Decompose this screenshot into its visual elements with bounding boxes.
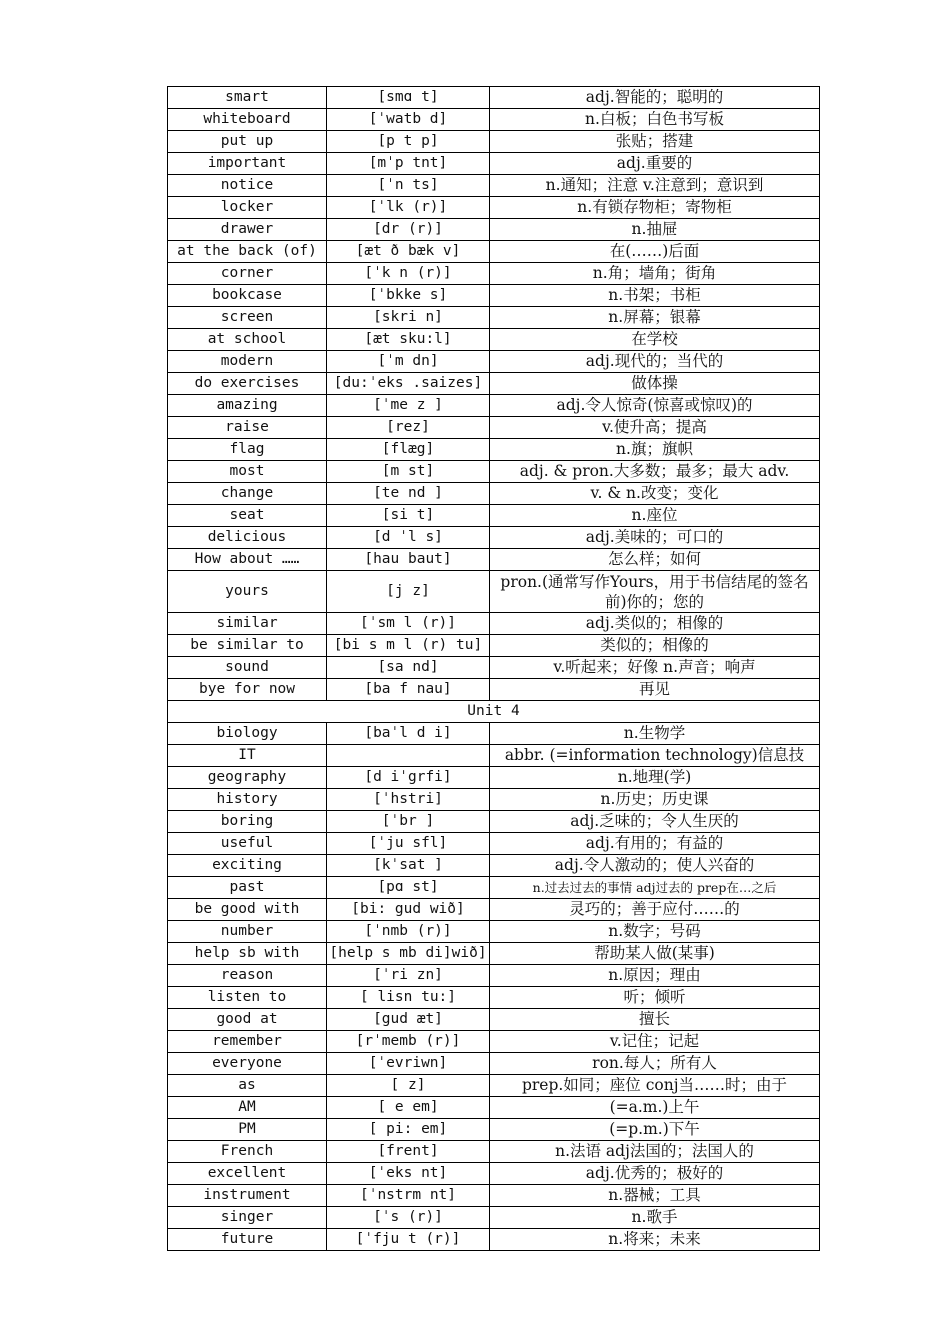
meaning-cell: prep.如同；座位 conj当……时；由于 <box>490 1075 820 1097</box>
phonetic-cell: [ˈevriwn] <box>327 1053 490 1075</box>
phonetic-cell: [j z] <box>327 571 490 613</box>
vocab-row <box>168 153 820 175</box>
meaning-cell: n.抽屉 <box>490 219 820 241</box>
word-cell: put up <box>168 131 327 153</box>
meaning-cell: pron.(通常写作Yours，用于书信结尾的签名前)你的；您的 <box>490 571 820 613</box>
meaning-cell: n.座位 <box>490 505 820 527</box>
phonetic-cell: [sa nd] <box>327 657 490 679</box>
vocab-row <box>168 679 820 701</box>
vocab-row <box>168 855 820 877</box>
unit-header: Unit 4 <box>168 701 820 723</box>
word-cell: geography <box>168 767 327 789</box>
meaning-cell: adj.乏味的；令人生厌的 <box>490 811 820 833</box>
vocab-row <box>168 109 820 131</box>
word-cell: How about …… <box>168 549 327 571</box>
phonetic-cell: [rez] <box>327 417 490 439</box>
word-cell: modern <box>168 351 327 373</box>
word-cell: delicious <box>168 527 327 549</box>
meaning-cell: n.白板；白色书写板 <box>490 109 820 131</box>
vocab-row <box>168 197 820 219</box>
vocab-row <box>168 899 820 921</box>
phonetic-cell: [help s mb di]wið] <box>327 943 490 965</box>
phonetic-cell: [si t] <box>327 505 490 527</box>
vocab-row <box>168 461 820 483</box>
phonetic-cell: [ˈri zn] <box>327 965 490 987</box>
vocab-row <box>168 1141 820 1163</box>
vocab-row <box>168 505 820 527</box>
word-cell: bye for now <box>168 679 327 701</box>
vocab-row <box>168 921 820 943</box>
word-cell: PM <box>168 1119 327 1141</box>
vocab-rows-unit4 <box>168 723 820 1251</box>
vocab-row <box>168 549 820 571</box>
phonetic-cell: [ˈnmb (r)] <box>327 921 490 943</box>
meaning-cell: 灵巧的；善于应付……的 <box>490 899 820 921</box>
word-cell: number <box>168 921 327 943</box>
meaning-cell: n.歌手 <box>490 1207 820 1229</box>
vocab-row <box>168 87 820 109</box>
meaning-cell: abbr. (=information technology)信息技 <box>490 745 820 767</box>
word-cell: screen <box>168 307 327 329</box>
word-cell: drawer <box>168 219 327 241</box>
vocab-row <box>168 175 820 197</box>
word-cell: whiteboard <box>168 109 327 131</box>
phonetic-cell: [ˈsm l (r)] <box>327 613 490 635</box>
vocab-row <box>168 1163 820 1185</box>
meaning-cell: (=p.m.)下午 <box>490 1119 820 1141</box>
vocab-row <box>168 285 820 307</box>
meaning-cell: 帮助某人做(某事) <box>490 943 820 965</box>
phonetic-cell: [ˈbkke s] <box>327 285 490 307</box>
vocab-row <box>168 1053 820 1075</box>
meaning-cell: 在学校 <box>490 329 820 351</box>
vocab-rows-unit3 <box>168 87 820 701</box>
phonetic-cell: [ba f nau] <box>327 679 490 701</box>
word-cell: amazing <box>168 395 327 417</box>
vocab-row <box>168 635 820 657</box>
unit-header-row <box>168 701 820 723</box>
word-cell: listen to <box>168 987 327 1009</box>
word-cell: raise <box>168 417 327 439</box>
phonetic-cell: [du:ˈeks .saizes] <box>327 373 490 395</box>
word-cell: remember <box>168 1031 327 1053</box>
phonetic-cell: [ˈlk (r)] <box>327 197 490 219</box>
meaning-cell: 张贴；搭建 <box>490 131 820 153</box>
phonetic-cell: [ˈnstrm nt] <box>327 1185 490 1207</box>
meaning-cell: v.使升高；提高 <box>490 417 820 439</box>
meaning-cell: 类似的；相像的 <box>490 635 820 657</box>
word-cell: flag <box>168 439 327 461</box>
vocab-row <box>168 657 820 679</box>
vocab-row <box>168 723 820 745</box>
vocab-row <box>168 1075 820 1097</box>
word-cell: be similar to <box>168 635 327 657</box>
word-cell: do exercises <box>168 373 327 395</box>
phonetic-cell: [æt ð bæk v] <box>327 241 490 263</box>
word-cell: instrument <box>168 1185 327 1207</box>
phonetic-cell: [d ˈl s] <box>327 527 490 549</box>
phonetic-cell: [te nd ] <box>327 483 490 505</box>
meaning-cell: n.法语 adj法国的；法国人的 <box>490 1141 820 1163</box>
vocab-row <box>168 483 820 505</box>
phonetic-cell: [ˈbr ] <box>327 811 490 833</box>
word-cell: reason <box>168 965 327 987</box>
word-cell: sound <box>168 657 327 679</box>
vocab-row <box>168 1207 820 1229</box>
meaning-cell: 听；倾听 <box>490 987 820 1009</box>
vocab-row <box>168 395 820 417</box>
word-cell: be good with <box>168 899 327 921</box>
meaning-cell: adj.重要的 <box>490 153 820 175</box>
vocab-row <box>168 1119 820 1141</box>
meaning-cell: n.数字；号码 <box>490 921 820 943</box>
vocab-row <box>168 417 820 439</box>
word-cell: yours <box>168 571 327 613</box>
phonetic-cell: [ˈn ts] <box>327 175 490 197</box>
vocab-row <box>168 351 820 373</box>
vocab-row <box>168 571 820 613</box>
vocab-row <box>168 263 820 285</box>
word-cell: exciting <box>168 855 327 877</box>
meaning-cell: (=a.m.)上午 <box>490 1097 820 1119</box>
word-cell: IT <box>168 745 327 767</box>
vocab-row <box>168 373 820 395</box>
phonetic-cell: [mˈp tnt] <box>327 153 490 175</box>
word-cell: everyone <box>168 1053 327 1075</box>
vocabulary-table <box>167 86 820 1251</box>
vocab-row <box>168 877 820 899</box>
vocab-row <box>168 811 820 833</box>
meaning-cell: 在(……)后面 <box>490 241 820 263</box>
meaning-cell: n.原因；理由 <box>490 965 820 987</box>
phonetic-cell: [ˈju sfl] <box>327 833 490 855</box>
vocab-row <box>168 527 820 549</box>
phonetic-cell: [ˈfju t (r)] <box>327 1229 490 1251</box>
meaning-cell: 做体操 <box>490 373 820 395</box>
vocab-row <box>168 745 820 767</box>
vocab-row <box>168 965 820 987</box>
phonetic-cell: [smɑ t] <box>327 87 490 109</box>
phonetic-cell: [bi s m l (r) tu] <box>327 635 490 657</box>
phonetic-cell: [ˈk n (r)] <box>327 263 490 285</box>
meaning-cell: n.将来；未来 <box>490 1229 820 1251</box>
phonetic-cell: [pɑ st] <box>327 877 490 899</box>
unit-header-section <box>168 701 820 723</box>
meaning-cell: v.记住；记起 <box>490 1031 820 1053</box>
vocab-row <box>168 439 820 461</box>
phonetic-cell: [ˈeks nt] <box>327 1163 490 1185</box>
vocab-row <box>168 1009 820 1031</box>
word-cell: bookcase <box>168 285 327 307</box>
word-cell: change <box>168 483 327 505</box>
meaning-cell: n.生物学 <box>490 723 820 745</box>
meaning-cell: adj. & pron.大多数；最多；最大 adv. <box>490 461 820 483</box>
word-cell: good at <box>168 1009 327 1031</box>
meaning-cell: adj.类似的；相像的 <box>490 613 820 635</box>
meaning-cell: adj.令人惊奇(惊喜或惊叹)的 <box>490 395 820 417</box>
phonetic-cell: [dr (r)] <box>327 219 490 241</box>
meaning-cell: n.旗；旗帜 <box>490 439 820 461</box>
word-cell: similar <box>168 613 327 635</box>
word-cell: smart <box>168 87 327 109</box>
meaning-cell: adj.智能的；聪明的 <box>490 87 820 109</box>
phonetic-cell: [bi: gud wið] <box>327 899 490 921</box>
meaning-cell: adj.有用的；有益的 <box>490 833 820 855</box>
meaning-cell: n.通知；注意 v.注意到；意识到 <box>490 175 820 197</box>
word-cell: French <box>168 1141 327 1163</box>
phonetic-cell: [ pi: em] <box>327 1119 490 1141</box>
word-cell: history <box>168 789 327 811</box>
meaning-cell: n.书架；书柜 <box>490 285 820 307</box>
vocab-row <box>168 987 820 1009</box>
phonetic-cell: [ e em] <box>327 1097 490 1119</box>
vocab-row <box>168 1229 820 1251</box>
phonetic-cell: [ lisn tu:] <box>327 987 490 1009</box>
phonetic-cell <box>327 745 490 767</box>
meaning-cell: n.器械；工具 <box>490 1185 820 1207</box>
vocab-row <box>168 307 820 329</box>
word-cell: most <box>168 461 327 483</box>
meaning-cell: v. & n.改变；变化 <box>490 483 820 505</box>
meaning-cell: ron.每人；所有人 <box>490 1053 820 1075</box>
phonetic-cell: [rˈmemb (r)] <box>327 1031 490 1053</box>
meaning-cell: n.有锁存物柜；寄物柜 <box>490 197 820 219</box>
phonetic-cell: [ˈme z ] <box>327 395 490 417</box>
phonetic-cell: [skri n] <box>327 307 490 329</box>
meaning-cell: 擅长 <box>490 1009 820 1031</box>
phonetic-cell: [m st] <box>327 461 490 483</box>
phonetic-cell: [æt sku:l] <box>327 329 490 351</box>
vocab-row <box>168 1031 820 1053</box>
phonetic-cell: [p t p] <box>327 131 490 153</box>
word-cell: past <box>168 877 327 899</box>
phonetic-cell: [ˈm dn] <box>327 351 490 373</box>
phonetic-cell: [baˈl d i] <box>327 723 490 745</box>
vocab-row <box>168 329 820 351</box>
meaning-cell: adj.美味的；可口的 <box>490 527 820 549</box>
phonetic-cell: [ˈhstri] <box>327 789 490 811</box>
meaning-cell: 怎么样；如何 <box>490 549 820 571</box>
meaning-cell: n.地理(学) <box>490 767 820 789</box>
meaning-cell: n.屏幕；银幕 <box>490 307 820 329</box>
phonetic-cell: [ˈwatb d] <box>327 109 490 131</box>
phonetic-cell: [ z] <box>327 1075 490 1097</box>
word-cell: excellent <box>168 1163 327 1185</box>
word-cell: help sb with <box>168 943 327 965</box>
word-cell: future <box>168 1229 327 1251</box>
vocab-row <box>168 767 820 789</box>
vocab-row <box>168 613 820 635</box>
meaning-cell: n.角；墙角；街角 <box>490 263 820 285</box>
word-cell: important <box>168 153 327 175</box>
meaning-cell: n.过去过去的事情 adj过去的 prep在…之后 <box>490 877 820 899</box>
vocab-row <box>168 789 820 811</box>
meaning-cell: adj.现代的；当代的 <box>490 351 820 373</box>
word-cell: singer <box>168 1207 327 1229</box>
word-cell: notice <box>168 175 327 197</box>
vocab-row <box>168 219 820 241</box>
vocab-row <box>168 1097 820 1119</box>
vocab-row <box>168 241 820 263</box>
word-cell: at school <box>168 329 327 351</box>
phonetic-cell: [d iˈgrfi] <box>327 767 490 789</box>
word-cell: boring <box>168 811 327 833</box>
phonetic-cell: [gud æt] <box>327 1009 490 1031</box>
meaning-cell: n.历史；历史课 <box>490 789 820 811</box>
phonetic-cell: [kˈsat ] <box>327 855 490 877</box>
meaning-cell: adj.优秀的；极好的 <box>490 1163 820 1185</box>
vocab-row <box>168 943 820 965</box>
word-cell: locker <box>168 197 327 219</box>
meaning-cell: 再见 <box>490 679 820 701</box>
phonetic-cell: [ˈs (r)] <box>327 1207 490 1229</box>
phonetic-cell: [frent] <box>327 1141 490 1163</box>
word-cell: at the back (of) <box>168 241 327 263</box>
word-cell: biology <box>168 723 327 745</box>
phonetic-cell: [flæg] <box>327 439 490 461</box>
word-cell: useful <box>168 833 327 855</box>
vocab-row <box>168 833 820 855</box>
phonetic-cell: [hau baut] <box>327 549 490 571</box>
vocab-row <box>168 131 820 153</box>
vocab-row <box>168 1185 820 1207</box>
meaning-cell: adj.令人激动的；使人兴奋的 <box>490 855 820 877</box>
meaning-cell: v.听起来；好像 n.声音；响声 <box>490 657 820 679</box>
word-cell: AM <box>168 1097 327 1119</box>
word-cell: seat <box>168 505 327 527</box>
word-cell: as <box>168 1075 327 1097</box>
word-cell: corner <box>168 263 327 285</box>
